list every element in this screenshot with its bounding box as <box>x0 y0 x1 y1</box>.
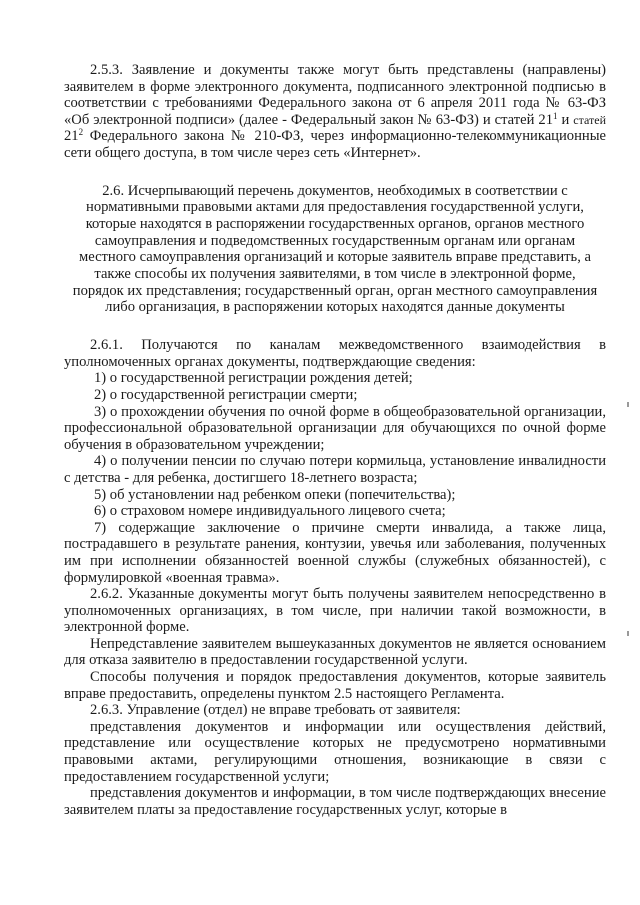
list-item: 6) о страховом номере индивидуального лицевого счета; <box>94 503 446 520</box>
section-heading-2-6: 2.6. Исчерпывающий перечень документов, необходимых в соответствии с нормативными правовыми актами для предоставления государственной услуги, которые находятся в распоряжении государственных органов, органов местного самоуправления и подведомственных государственным органам или органам местного самоуправления организаций и которые заявитель вправе представить, а также способы их получения заявителями, в том числе в электронной форме, порядок их представления; государственный орган, орган местного самоуправления либо организация, в распоряжении которых находятся данные документы <box>72 182 598 316</box>
paragraph-2-6-2-b: Непредставление заявителем вышеуказанных документов не является основанием для отказа заявителю в предоставлении государственной услуги. <box>64 635 606 669</box>
list-item: 2) о государственной регистрации смерти; <box>94 386 358 403</box>
list-item: 7) содержащие заключение о причине смерти инвалида, а также лица, пострадавшего в результате ранения, контузии, увечья или заболевания, полученных им при исполнении обязанностей военной службы (служебных обязанностей), с формулировкой «военная травма». <box>64 519 606 586</box>
p253-text-b: и <box>557 111 574 128</box>
p253-text-c: 21 <box>64 128 79 145</box>
list-item: 3) о прохождении обучения по очной форме в общеобразовательной организации, профессиональной образовательной организации для обучающихся по очной форме обучения в образовательном учреждении; <box>64 403 606 453</box>
list-item: 1) о государственной регистрации рождения детей; <box>94 370 413 387</box>
paragraph-2-6-3-b: представления документов и информации, в том числе подтверждающих внесение заявителем платы за предоставление государственных услуг, которые в <box>64 785 606 818</box>
paragraph-2-6-3: 2.6.3. Управление (отдел) не вправе требовать от заявителя: <box>90 702 461 719</box>
paragraph-2-6-2-c: Способы получения и порядок предоставления документов, которые заявитель вправе предоставить, определены пунктом 2.5 настоящего Регламента. <box>64 669 606 702</box>
paragraph-2-6-2: 2.6.2. Указанные документы могут быть получены заявителем непосредственно в уполномоченных организациях, в том числе, при наличии такой возможности, в электронной форме. <box>64 586 606 636</box>
paragraph-2-5-3 <box>64 62 606 162</box>
scan-mark <box>627 402 629 407</box>
p253-text-a: 2.5.3. Заявление и документы также могут быть представлены (направлены) заявителем в форме электронного документа, подписанного электронной подписью в соответствии с требованиями Федерального закона от 6 апреля 2011 года № 63-ФЗ «Об электронной подписи» (далее - Федеральный закон № 63-ФЗ) и статей 21 <box>64 62 606 128</box>
list-item: 4) о получении пенсии по случаю потери кормильца, установление инвалидности с детства - для ребенка, достигшего 18-летнего возраста; <box>64 453 606 486</box>
p253-sup-1: 1 <box>553 110 558 121</box>
p253-text-d: Федерального закона № 210-ФЗ, через информационно-телекоммуникационные сети общего доступа, в том числе через сеть «Интернет». <box>64 128 606 161</box>
p253-text-small: статей <box>573 112 606 127</box>
paragraph-2-6-3-a: представления документов и информации или осуществления действий, представление или осуществление которых не предусмотрено нормативными правовыми актами, регулирующими отношения, возникающие в связи с предоставлением государственной услуги; <box>64 718 606 785</box>
scan-mark <box>627 631 629 636</box>
p253-sup-2: 2 <box>78 127 84 138</box>
paragraph-2-6-1: 2.6.1. Получаются по каналам межведомственного взаимодействия в уполномоченных органах документы, подтверждающие сведения: <box>64 337 606 370</box>
list-item: 5) об установлении над ребенком опеки (попечительства); <box>94 486 456 503</box>
